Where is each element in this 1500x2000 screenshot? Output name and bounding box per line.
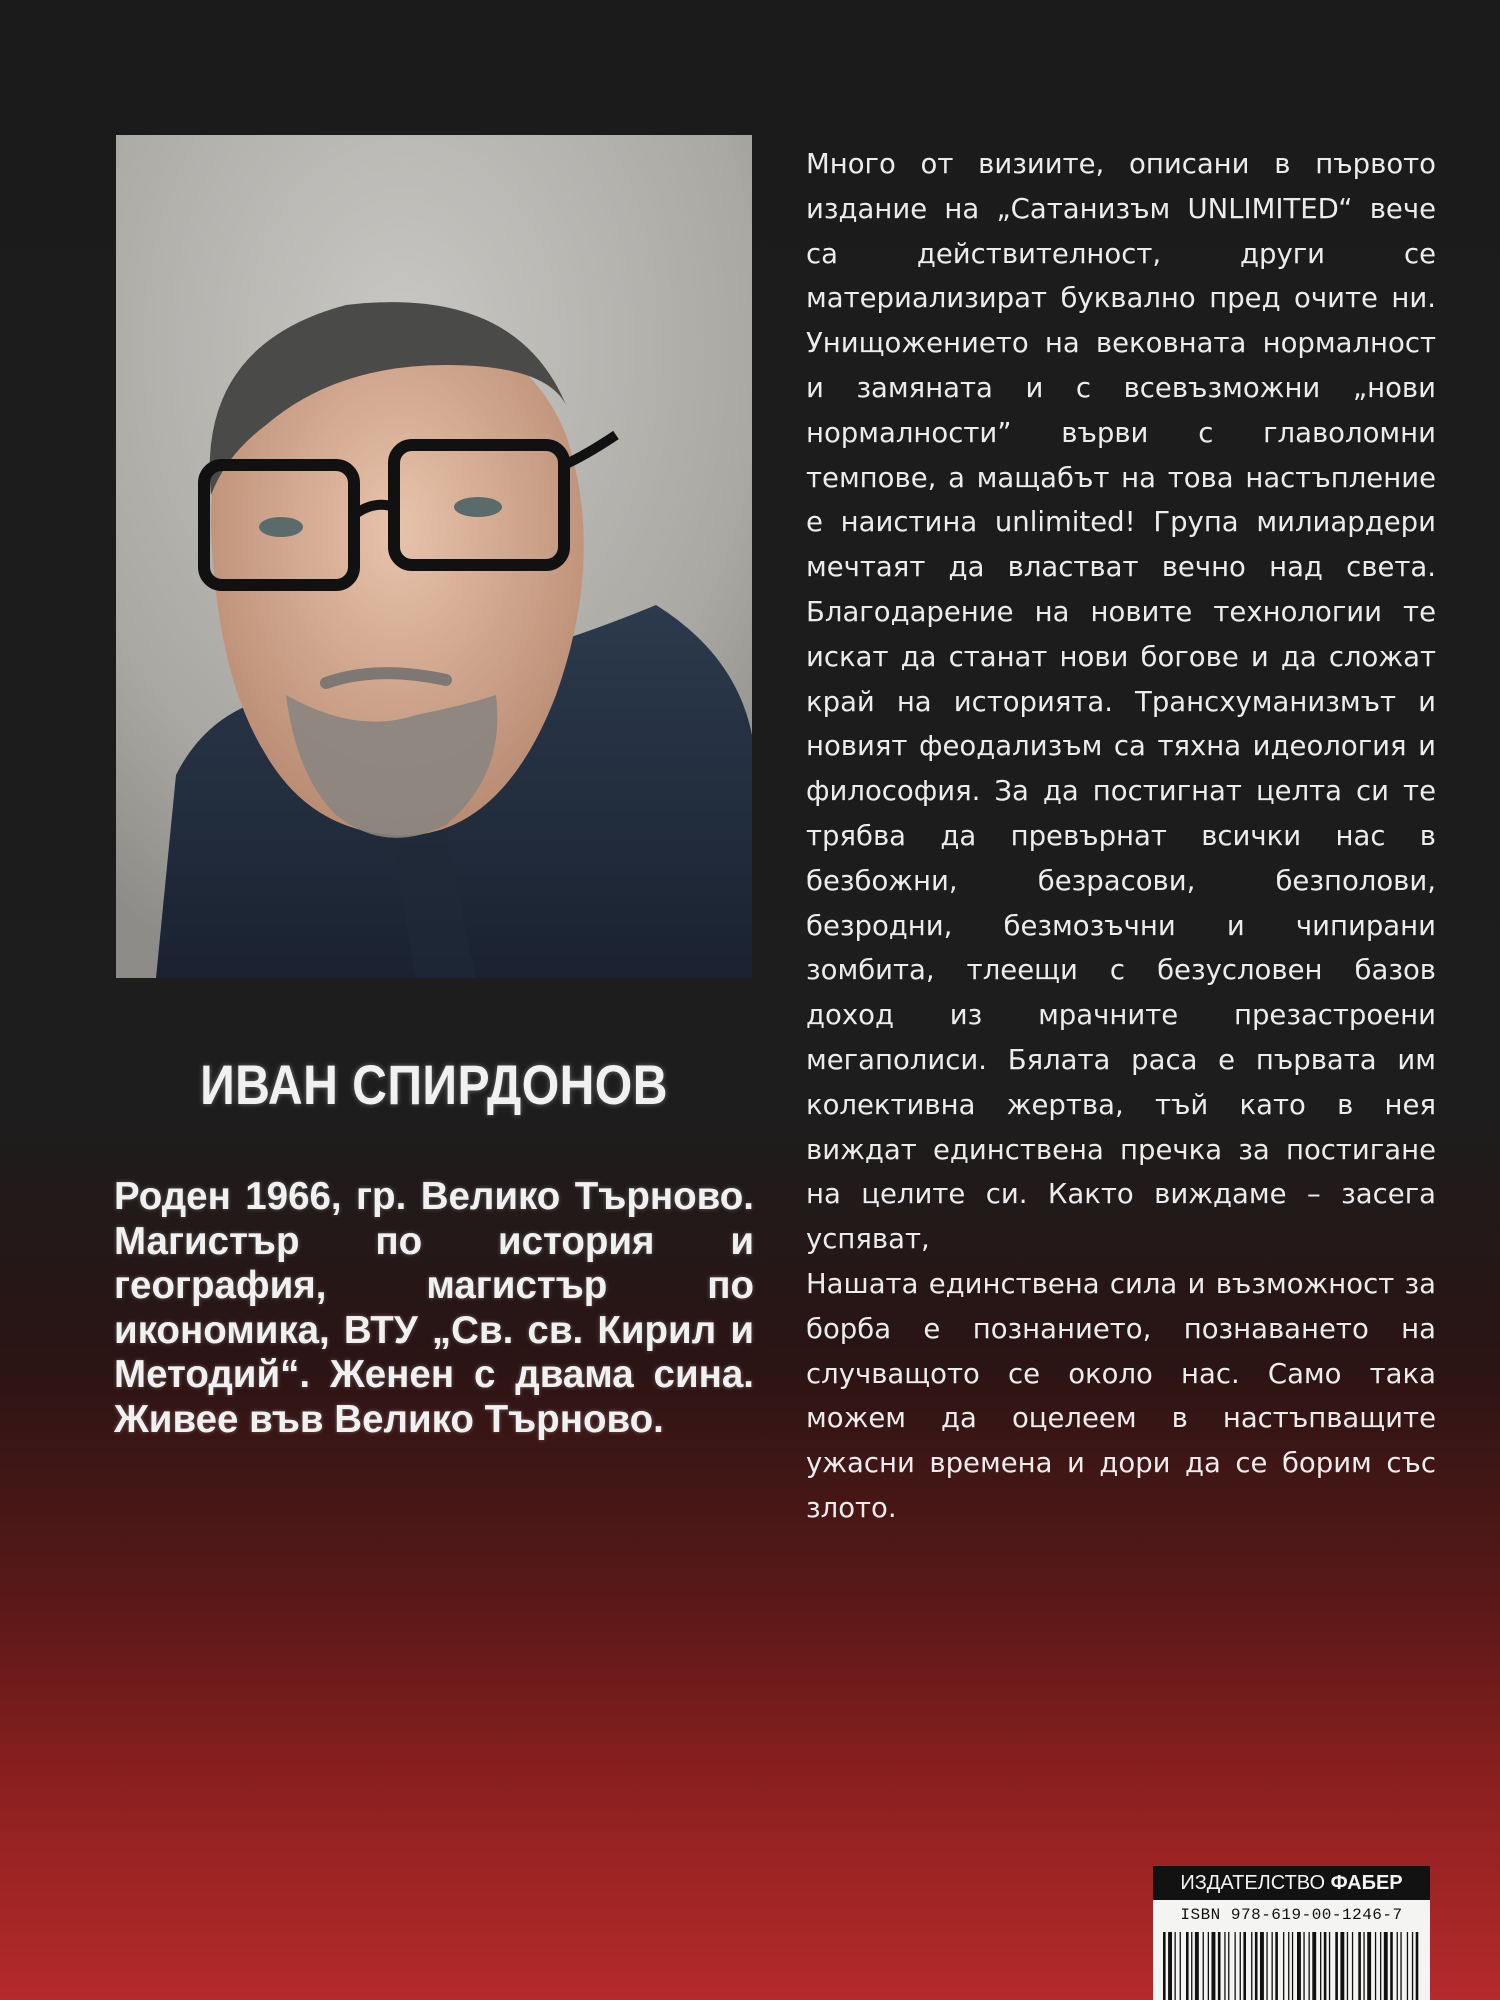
author-bio: [114, 1175, 754, 1442]
author-name: ИВАН СПИРДОНОВ: [200, 1053, 668, 1116]
blurb-paragraph: Нашата единствена сила и възможност за борба е познанието, познаването на случващото се около нас. Само така можем да оцелеем в настъпващите ужасни времена и дори да се борим със злото.: [806, 1267, 1436, 1524]
author-portrait-illustration: [116, 135, 752, 978]
publisher-name: ФАБЕР: [1330, 1872, 1403, 1894]
isbn-number: ISBN 978-619-00-1246-7: [1180, 1906, 1403, 1924]
blurb-paragraph: Много от визиите, описани в първото издание на „Сатанизъм UNLIMITED“ вече са действителност, други се материализират буквално пред очите ни. Унищожението на вековната нормалност и замяната и с всевъзможни „нови нормалности” върви с главоломни темпове, а мащабът на това настъпление е наистина unlimited! Група милиардери мечтаят да властват вечно над света. Благодарение на новите технологии те искат да станат нови богове и да сложат край на историята. Трансхуманизмът и новият феодализъм са тяхна идеология и философия. За да постигнат целта си те трябва да превърнат всички нас в безбожни, безрасови, безполови, безродни, безмозъчни и чипирани зомбита, тлеещи с безусловен базов доход из мрачните презастроени мегаполиси. Бялата раса е първата им колективна жертва, тъй като в нея виждат единствена пречка за постигане на целите си. Както виждаме – засега успяват,: [806, 148, 1436, 1256]
publisher-prefix: ИЗДАТЕЛСТВО: [1180, 1872, 1326, 1894]
barcode-icon: [1161, 1932, 1423, 2000]
author-photo: [116, 135, 752, 978]
book-blurb: [806, 142, 1436, 1531]
isbn-barcode-box: [1153, 1900, 1430, 2000]
bio-text: Роден 1966, гр. Велико Търново. Магистър по история и география, магистър по икономика, ВТУ „Св. св. Кирил и Методий“. Женен с двама сина. Живее във Велико Търново.: [114, 1175, 754, 1441]
publisher-label: [1153, 1866, 1430, 1900]
